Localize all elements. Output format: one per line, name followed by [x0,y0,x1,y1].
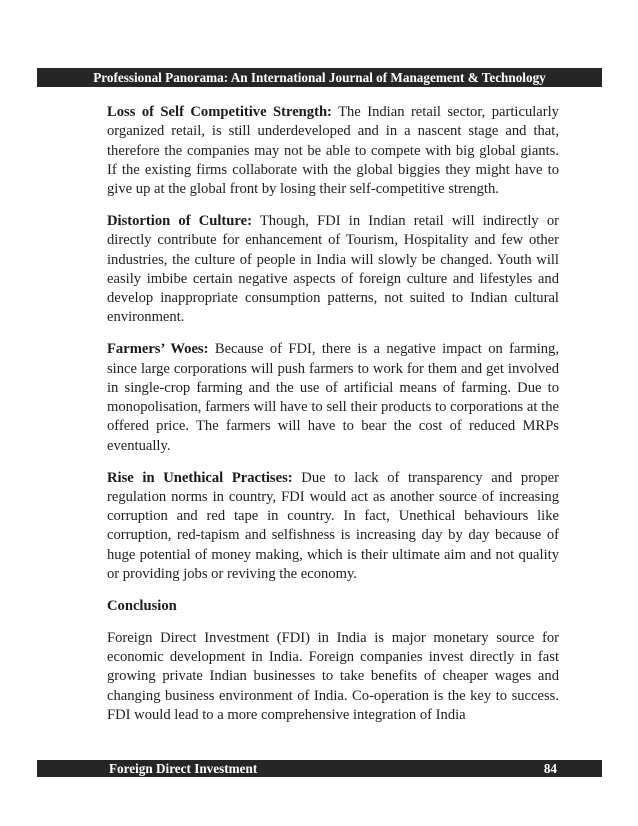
paragraph-text: The Indian retail sector, particularly organized retail, is still underdeveloped and in a nascent stage and that, therefore the companies may not be able to compete with big global giants. If the existing firms collaborate with the global biggies they might have to give up at the global front by losing their self-competitive strength. [107,104,559,198]
paragraph-text: Due to lack of transparency and proper regulation norms in country, FDI would act as another source of increasing corruption and red tape in country. In fact, Unethical behaviours like corruption, red-tapism and selfishness is increasing day by day because of huge potential of money making, which is their ultimate aim and not quality or providing jobs or reviving the economy. [107,469,559,583]
page-number: 84 [543,761,557,776]
conclusion-paragraph: Foreign Direct Investment (FDI) in India is major monetary source for economic development in India. Foreign companies invest directly in fast growing private Indian businesses to take benefits of cheaper wages and changing business environment of India. Co-operation is the key to success. FDI would lead to a more comprehensive integration of India [107,629,559,723]
paragraph-farmers-woes [107,340,559,456]
running-footer [37,760,602,777]
running-header [37,68,602,87]
paragraph-text: Because of FDI, there is a negative impact on farming, since large corporations will push farmers to work for them and get involved in single-crop farming and the use of artificial means of farming. Due to monopolisation, farmers will have to sell their products to corporations at the offered price. The farmers will have to bear the cost of reduced MRPs eventually. [107,341,559,454]
article-body [107,103,559,738]
paragraph-heading: Farmers’ Woes: [107,341,209,358]
paragraph-heading: Distortion of Culture: [107,212,252,229]
conclusion-heading: Conclusion [107,597,177,614]
paragraph-heading: Loss of Self Competitive Strength: [107,104,332,120]
footer-section-title: Foreign Direct Investment [109,761,258,776]
paragraph-self-competitive-strength [107,103,559,199]
journal-title: Professional Panorama: An International Journal of Management & Technology [93,70,546,85]
paragraph-text: Though, FDI in Indian retail will indirectly or directly contribute for enhancement of Tourism, Hospitality and few other industries, the culture of people in India will slowly be changed. Youth will easily imbibe certain negative aspects of foreign culture and lifestyles and develop inappropriate consumption patterns, not suited to Indian cultural environment. [107,212,559,326]
paragraph-heading: Rise in Unethical Practises: [107,469,293,486]
paragraph-unethical-practises [107,469,559,585]
paragraph-distortion-of-culture [107,212,559,328]
